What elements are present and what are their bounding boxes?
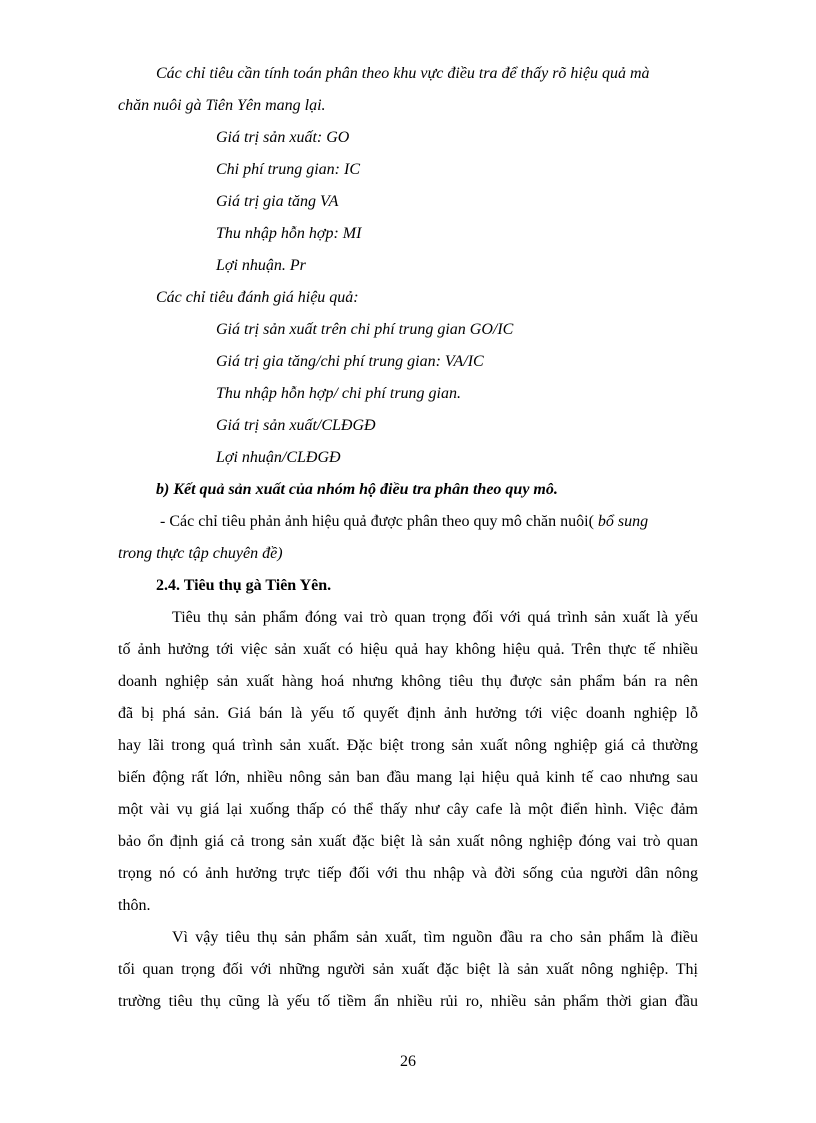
section-b-note-italic: bổ sung (597, 513, 649, 530)
paragraph-line: trường tiêu thụ cũng là yếu tố tiềm ẩn nhiều rủi ro, nhiều sản phẩm thời gian đầu (118, 993, 698, 1010)
paragraph-line: Tiêu thụ sản phẩm đóng vai trò quan trọng đối với quá trình sản xuất là yếu (172, 609, 698, 626)
paragraph-line: tố ảnh hưởng tới việc sản xuất có hiệu quả hay không hiệu quả. Trên thực tế nhiều (118, 641, 698, 658)
indicator-item: Chi phí trung gian: IC (216, 161, 361, 178)
indicator-item: Giá trị gia tăng VA (216, 193, 339, 210)
efficiency-item: Giá trị sản xuất/CLĐGĐ (216, 417, 376, 434)
efficiency-item: Giá trị gia tăng/chi phí trung gian: VA/IC (216, 353, 484, 370)
paragraph-line: tối quan trọng đối với những người sản xuất đặc biệt là sản xuất nông nghiệp. Thị (118, 961, 698, 978)
section-b-note-line-1 (160, 512, 648, 532)
efficiency-item: Thu nhập hỗn hợp/ chi phí trung gian. (216, 385, 461, 402)
page-number: 26 (400, 1053, 416, 1070)
indicator-item: Thu nhập hỗn hợp: MI (216, 225, 362, 242)
paragraph-line: Vì vậy tiêu thụ sản phẩm sản xuất, tìm nguồn đầu ra cho sản phẩm là điều (172, 929, 698, 946)
section-b-note-text: - Các chỉ tiêu phản ảnh hiệu quả được phân theo quy mô chăn nuôi( (160, 513, 594, 530)
paragraph-line: trọng nó có ảnh hưởng trực tiếp đối với thu nhập và đời sống của người dân nông (118, 865, 698, 882)
paragraph-line: một vài vụ giá lại xuống thấp có thể thấy như cây cafe là một điển hình. Việc đảm (118, 801, 698, 818)
paragraph-line: bảo ổn định giá cả trong sản xuất đặc biệt là sản xuất nông nghiệp đóng vai trò quan (118, 833, 698, 850)
intro-line-1: Các chỉ tiêu cần tính toán phân theo khu vực điều tra để thấy rõ hiệu quả mà (156, 65, 650, 82)
indicator-item: Giá trị sản xuất: GO (216, 129, 350, 146)
efficiency-item: Lợi nhuận/CLĐGĐ (216, 449, 341, 466)
efficiency-item: Giá trị sản xuất trên chi phí trung gian GO/IC (216, 321, 514, 338)
efficiency-heading: Các chỉ tiêu đánh giá hiệu quả: (156, 289, 359, 306)
indicator-item: Lợi nhuận. Pr (216, 257, 306, 274)
paragraph-line: doanh nghiệp sản xuất hàng hoá nhưng không tiêu thụ được sản phẩm bán ra nên (118, 673, 698, 690)
section-heading: 2.4. Tiêu thụ gà Tiên Yên. (156, 577, 332, 594)
paragraph-line: hay lãi trong quá trình sản xuất. Đặc biệt trong sản xuất nông nghiệp giá cả thường (118, 737, 698, 754)
intro-line-2: chăn nuôi gà Tiên Yên mang lại. (118, 97, 326, 114)
paragraph-line: đã bị phá sản. Giá bán là yếu tố quyết định ảnh hưởng tới việc doanh nghiệp lỗ (118, 705, 698, 722)
section-b-heading: b) Kết quả sản xuất của nhóm hộ điều tra phân theo quy mô. (156, 481, 558, 498)
section-b-note-line-2: trong thực tập chuyên đề) (118, 545, 283, 562)
paragraph-line: thôn. (118, 897, 151, 914)
paragraph-line: biến động rất lớn, nhiều nông sản ban đầu mang lại hiệu quả kinh tế cao nhưng sau (118, 769, 698, 786)
